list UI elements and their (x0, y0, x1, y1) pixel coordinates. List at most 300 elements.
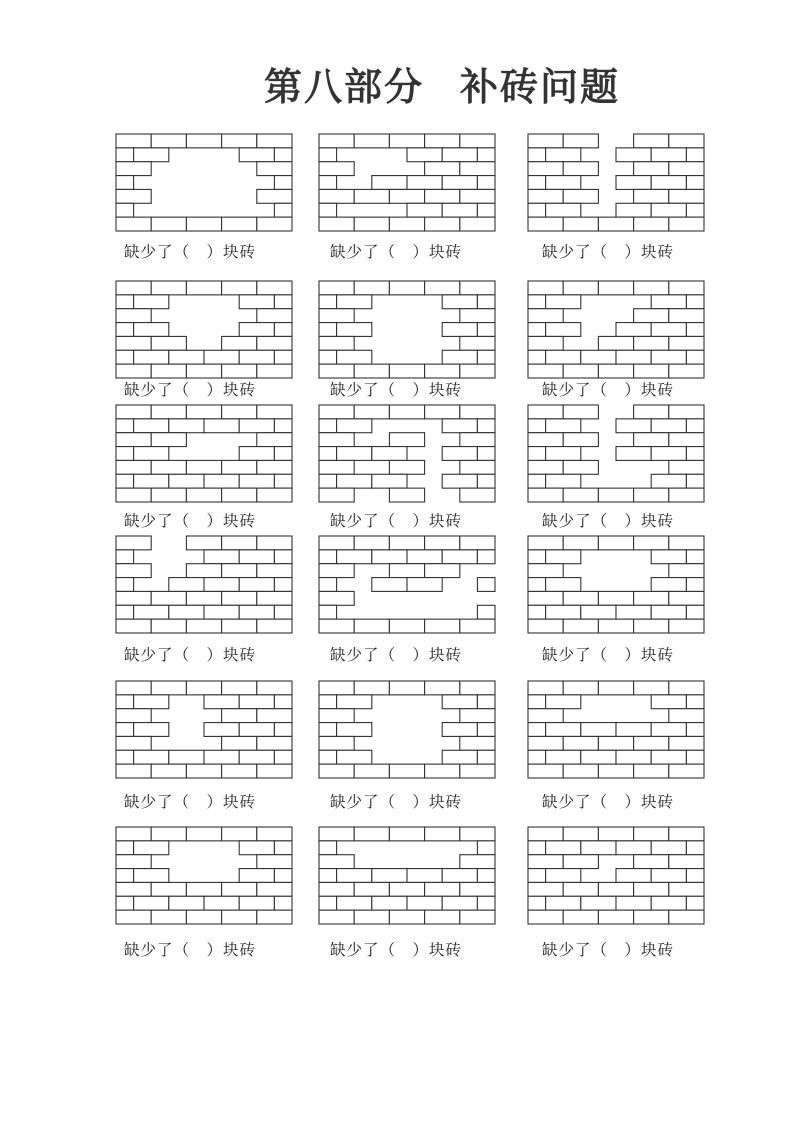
brick (616, 896, 651, 910)
brick (151, 134, 186, 148)
brick (389, 488, 424, 502)
missing-bricks-question: 缺少了（ ）块砖 (330, 381, 463, 399)
brick (686, 750, 704, 764)
brick (186, 364, 221, 378)
brick (546, 578, 581, 592)
brick (477, 578, 495, 592)
brick (477, 605, 495, 619)
brick (546, 203, 581, 217)
brick (319, 309, 354, 323)
brick (239, 419, 274, 433)
brick (407, 896, 442, 910)
brick (528, 295, 546, 309)
brick (528, 323, 546, 337)
brick (222, 827, 257, 841)
brick (222, 336, 257, 350)
brick (239, 474, 274, 488)
brick (546, 447, 581, 461)
brick (389, 764, 424, 778)
brick (337, 750, 372, 764)
brick (686, 295, 704, 309)
brick-wall-drawing (116, 681, 292, 778)
brick-wall-3 (528, 134, 704, 231)
brick (616, 605, 651, 619)
brick (204, 896, 239, 910)
brick (257, 162, 292, 176)
brick (425, 364, 460, 378)
brick (528, 474, 546, 488)
missing-bricks-question: 缺少了（ ）块砖 (542, 646, 675, 664)
brick (477, 723, 495, 737)
brick (528, 723, 546, 737)
brick (186, 281, 221, 295)
brick (528, 309, 563, 323)
brick (319, 189, 354, 203)
brick (598, 488, 633, 502)
brick (581, 896, 616, 910)
brick (425, 162, 460, 176)
brick (634, 681, 669, 695)
brick-wall-8 (319, 405, 495, 502)
missing-bricks-question: 缺少了（ ）块砖 (542, 243, 675, 261)
brick (319, 910, 354, 924)
brick (222, 910, 257, 924)
brick (222, 681, 257, 695)
brick (477, 419, 495, 433)
brick (616, 176, 651, 190)
brick (257, 709, 292, 723)
title-part: 第八部分 (263, 65, 424, 109)
brick (546, 723, 581, 737)
brick-wall-drawing (116, 536, 292, 633)
brick (563, 162, 598, 176)
brick (528, 447, 546, 461)
brick (528, 750, 546, 764)
brick (186, 882, 221, 896)
brick (442, 550, 477, 564)
brick (169, 750, 204, 764)
brick (354, 217, 389, 231)
brick (389, 217, 424, 231)
brick (389, 536, 424, 550)
brick (651, 605, 686, 619)
brick (460, 709, 495, 723)
brick (546, 176, 581, 190)
brick (319, 176, 337, 190)
brick (477, 350, 495, 364)
brick (546, 323, 581, 337)
brick-wall-6 (528, 281, 704, 378)
brick (634, 619, 669, 633)
brick (686, 474, 704, 488)
brick (186, 764, 221, 778)
brick (425, 134, 460, 148)
brick (354, 764, 389, 778)
brick (151, 827, 186, 841)
brick (134, 605, 169, 619)
brick (274, 203, 292, 217)
brick (151, 910, 186, 924)
brick (319, 336, 354, 350)
brick (274, 447, 292, 461)
missing-bricks-question: 缺少了（ ）块砖 (124, 646, 257, 664)
brick (239, 550, 274, 564)
brick (528, 910, 563, 924)
brick (274, 474, 292, 488)
brick (116, 882, 151, 896)
brick (274, 323, 292, 337)
brick (274, 605, 292, 619)
brick (669, 134, 704, 148)
brick (116, 896, 134, 910)
brick (116, 162, 151, 176)
brick (319, 364, 354, 378)
missing-bricks-question: 缺少了（ ）块砖 (542, 941, 675, 959)
brick (257, 619, 292, 633)
brick (116, 189, 151, 203)
brick (274, 350, 292, 364)
brick (598, 217, 633, 231)
brick (669, 217, 704, 231)
brick (528, 134, 563, 148)
brick (528, 841, 546, 855)
brick (116, 350, 134, 364)
brick-wall-drawing (319, 405, 495, 502)
brick (460, 189, 495, 203)
brick (581, 750, 616, 764)
brick (460, 309, 495, 323)
brick (204, 578, 239, 592)
brick (477, 323, 495, 337)
brick (616, 419, 651, 433)
brick (442, 896, 477, 910)
brick (239, 695, 274, 709)
brick (460, 681, 495, 695)
brick (222, 217, 257, 231)
brick (151, 619, 186, 633)
brick (651, 148, 686, 162)
brick (319, 750, 337, 764)
brick (528, 364, 563, 378)
brick (169, 896, 204, 910)
brick (460, 217, 495, 231)
brick (460, 827, 495, 841)
missing-bricks-question: 缺少了（ ）块砖 (124, 793, 257, 811)
brick (116, 619, 151, 633)
brick (546, 350, 581, 364)
brick (372, 176, 407, 190)
brick (372, 447, 407, 461)
brick (116, 474, 134, 488)
brick (239, 723, 274, 737)
brick (319, 460, 354, 474)
brick (477, 148, 495, 162)
brick (669, 460, 704, 474)
brick (442, 695, 477, 709)
brick (116, 364, 151, 378)
brick (598, 591, 633, 605)
brick (442, 323, 477, 337)
brick (528, 591, 563, 605)
brick (186, 217, 221, 231)
brick (425, 189, 460, 203)
brick (598, 619, 633, 633)
brick (442, 447, 477, 461)
brick (204, 695, 239, 709)
brick (528, 536, 563, 550)
brick (686, 578, 704, 592)
brick (528, 217, 563, 231)
brick (389, 405, 424, 419)
brick (563, 364, 598, 378)
brick (425, 910, 460, 924)
brick (257, 827, 292, 841)
brick (528, 162, 563, 176)
brick (204, 750, 239, 764)
brick (222, 460, 257, 474)
brick (389, 281, 424, 295)
brick (337, 723, 372, 737)
brick (274, 295, 292, 309)
brick (186, 591, 221, 605)
brick (581, 605, 616, 619)
brick (389, 910, 424, 924)
brick (116, 295, 134, 309)
brick (616, 447, 651, 461)
brick (319, 841, 337, 855)
brick (634, 189, 669, 203)
brick (319, 295, 337, 309)
brick (151, 764, 186, 778)
brick (274, 869, 292, 883)
brick (460, 855, 495, 869)
brick (257, 564, 292, 578)
brick-wall-drawing (116, 405, 292, 502)
brick (407, 869, 442, 883)
brick (319, 134, 354, 148)
brick (616, 723, 651, 737)
brick (634, 433, 669, 447)
brick (204, 419, 239, 433)
brick (669, 405, 704, 419)
brick (337, 323, 372, 337)
brick (116, 855, 151, 869)
brick (116, 419, 134, 433)
brick (634, 162, 669, 176)
brick (651, 474, 686, 488)
brick (651, 176, 686, 190)
brick (686, 176, 704, 190)
brick (546, 148, 581, 162)
brick (319, 681, 354, 695)
brick (319, 203, 337, 217)
brick (616, 323, 651, 337)
brick (319, 550, 337, 564)
brick (598, 681, 633, 695)
brick (460, 882, 495, 896)
brick (337, 350, 372, 364)
brick (598, 882, 633, 896)
brick (425, 619, 460, 633)
brick (116, 736, 151, 750)
brick (651, 323, 686, 337)
brick (686, 323, 704, 337)
missing-bricks-question: 缺少了（ ）块砖 (124, 243, 257, 261)
brick (563, 134, 598, 148)
brick (134, 350, 169, 364)
brick (563, 736, 598, 750)
brick (634, 281, 669, 295)
brick (239, 750, 274, 764)
brick (134, 295, 169, 309)
brick (319, 695, 337, 709)
brick (425, 281, 460, 295)
brick (319, 591, 354, 605)
brick (528, 619, 563, 633)
brick (239, 896, 274, 910)
brick-wall-drawing (116, 827, 292, 924)
brick (528, 148, 546, 162)
brick (354, 681, 389, 695)
brick (134, 896, 169, 910)
brick (134, 723, 169, 737)
brick (669, 364, 704, 378)
brick (546, 605, 581, 619)
brick (546, 695, 581, 709)
brick (528, 460, 563, 474)
brick (669, 910, 704, 924)
brick (528, 736, 563, 750)
brick (669, 536, 704, 550)
brick (477, 295, 495, 309)
brick (116, 536, 151, 550)
brick (257, 591, 292, 605)
brick (319, 869, 337, 883)
brick (460, 488, 495, 502)
brick (257, 281, 292, 295)
brick (477, 447, 495, 461)
brick (257, 681, 292, 695)
brick (354, 827, 389, 841)
brick (222, 488, 257, 502)
missing-bricks-question: 缺少了（ ）块砖 (542, 381, 675, 399)
brick-wall-drawing (319, 681, 495, 778)
brick (528, 764, 563, 778)
brick (442, 148, 477, 162)
brick (319, 882, 354, 896)
brick-wall-drawing (319, 536, 495, 633)
brick (616, 148, 651, 162)
brick (319, 419, 337, 433)
brick (425, 827, 460, 841)
brick (528, 176, 546, 190)
brick (669, 309, 704, 323)
brick (222, 709, 257, 723)
brick (186, 619, 221, 633)
brick (460, 134, 495, 148)
brick (528, 709, 563, 723)
brick (319, 736, 354, 750)
brick (651, 896, 686, 910)
brick (239, 605, 274, 619)
brick (669, 827, 704, 841)
brick (116, 695, 134, 709)
brick (151, 281, 186, 295)
missing-bricks-question: 缺少了（ ）块砖 (330, 512, 463, 530)
brick (563, 460, 598, 474)
brick (204, 605, 239, 619)
brick-wall-drawing (116, 281, 292, 378)
brick (460, 764, 495, 778)
brick (528, 681, 563, 695)
missing-bricks-question: 缺少了（ ）块砖 (542, 512, 675, 530)
brick (651, 295, 686, 309)
brick (274, 723, 292, 737)
brick (634, 882, 669, 896)
brick (634, 736, 669, 750)
missing-bricks-question: 缺少了（ ）块砖 (330, 941, 463, 959)
missing-bricks-question: 缺少了（ ）块砖 (124, 512, 257, 530)
brick (442, 350, 477, 364)
brick (477, 896, 495, 910)
brick-wall-9 (528, 405, 704, 502)
brick (134, 447, 169, 461)
brick (634, 910, 669, 924)
brick (460, 162, 495, 176)
brick-wall-drawing (528, 681, 704, 778)
brick (669, 433, 704, 447)
brick (528, 336, 563, 350)
brick (669, 709, 704, 723)
brick (651, 750, 686, 764)
brick (598, 736, 633, 750)
brick (686, 447, 704, 461)
brick (169, 350, 204, 364)
brick (686, 841, 704, 855)
brick (257, 433, 292, 447)
title-topic: 补砖问题 (460, 65, 621, 109)
brick (477, 869, 495, 883)
missing-bricks-question: 缺少了（ ）块砖 (124, 381, 257, 399)
brick (257, 882, 292, 896)
brick (337, 419, 372, 433)
brick (651, 723, 686, 737)
brick (563, 591, 598, 605)
brick (319, 855, 354, 869)
brick (274, 695, 292, 709)
brick (319, 709, 354, 723)
brick (257, 764, 292, 778)
brick (319, 162, 354, 176)
brick (337, 896, 372, 910)
brick (477, 203, 495, 217)
brick (116, 681, 151, 695)
brick-wall-drawing (319, 134, 495, 231)
brick (274, 750, 292, 764)
brick (389, 460, 424, 474)
brick (257, 736, 292, 750)
brick (686, 148, 704, 162)
missing-bricks-question: 缺少了（ ）块砖 (330, 793, 463, 811)
brick (337, 869, 372, 883)
brick (274, 841, 292, 855)
brick (116, 591, 151, 605)
brick (337, 550, 372, 564)
brick (319, 723, 337, 737)
brick (116, 460, 151, 474)
brick (134, 323, 169, 337)
missing-bricks-question: 缺少了（ ）块砖 (330, 243, 463, 261)
